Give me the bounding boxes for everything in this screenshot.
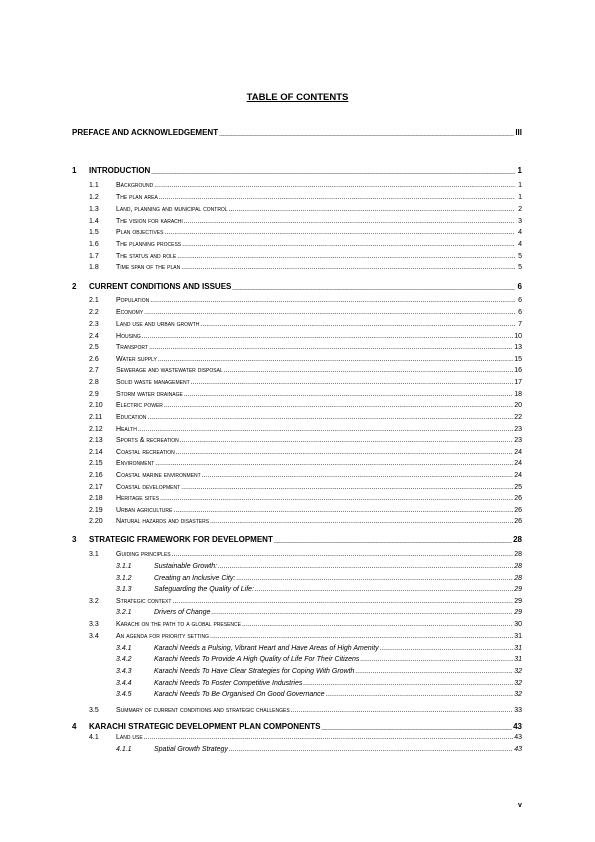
toc-entry-page: 43 [514,746,522,753]
dot-leader [147,414,513,421]
toc-entry-page: 4 [518,241,522,248]
toc-entry-title: coastal development [116,484,181,491]
toc-entry-page: 23 [514,437,522,444]
toc-entry-title: CURRENT CONDITIONS AND ISSUES [89,282,232,291]
toc-entry-page: 33 [514,707,522,714]
dot-leader [172,598,513,605]
toc-entry-number: 2.5 [89,344,99,351]
toc-entry-title: Karachi Needs a Pulsing, Vibrant Heart and Have Areas of High Amenity [154,645,379,652]
toc-entry-number: 2.14 [89,449,103,456]
toc-entry-title: STRATEGIC FRAMEWORK FOR DEVELOPMENT [89,535,273,544]
dot-leader [180,437,513,444]
toc-entry-title: the vision for karachi [116,218,183,225]
toc-entry[interactable] [89,344,522,355]
toc-entry-page: 2 [518,206,522,213]
toc-entry-title: Karachi Needs To Foster Competitive Industries [154,680,303,687]
toc-entry[interactable] [116,645,522,656]
toc-entry-title: population [116,297,150,304]
toc-entry[interactable] [89,621,522,632]
dot-leader [229,746,513,753]
toc-entry-number: 3.4.4 [116,680,132,687]
toc-entry-title: INTRODUCTION [89,166,151,175]
dot-leader [184,218,515,225]
toc-entry[interactable] [89,391,522,402]
toc-entry-number: 4.1.1 [116,746,132,753]
toc-entry-number: 2.16 [89,472,103,479]
dot-leader [210,518,513,525]
toc-entry[interactable] [89,333,522,344]
toc-entry-page: 31 [514,645,522,652]
dot-leader [184,391,513,398]
toc-entry[interactable] [89,356,522,367]
toc-entry-number: 1 [72,166,77,175]
dot-leader [191,379,514,386]
dot-leader [242,621,513,628]
toc-entry[interactable] [72,282,522,293]
toc-entry-page: 26 [514,495,522,502]
dot-leader [154,182,515,189]
dot-leader [236,575,513,582]
dot-leader [255,586,513,593]
toc-entry-page: 17 [514,379,522,386]
toc-entry-title: heritage sites [116,495,160,502]
toc-entry-number: 2.18 [89,495,103,502]
toc-entry-title: coastal marine environment [116,472,201,479]
toc-entry-title: Drivers of Change [154,609,211,616]
dot-leader [218,563,513,570]
toc-entry-number: 2.9 [89,391,99,398]
dot-leader [138,426,513,433]
dot-leader [181,264,515,271]
toc-entry[interactable] [116,575,522,586]
toc-entry-number: 1.7 [89,253,99,260]
toc-entry-page: 4 [518,229,522,236]
toc-entry-number: 3.5 [89,707,99,714]
toc-entry-page: 7 [518,321,522,328]
toc-entry[interactable] [116,609,522,620]
toc-entry-number: 1.8 [89,264,99,271]
toc-entry-page: 24 [514,460,522,467]
dot-leader [151,166,515,175]
toc-entry-title: Karachi Needs To Be Organised On Good Governance [154,691,325,698]
dot-leader [142,333,513,340]
toc-entry-page: 6 [518,309,522,316]
toc-entry-title: summary of current conditions and strategic challenges [116,707,290,714]
toc-entry[interactable] [72,128,522,139]
toc-entry-title: the plan area [116,194,158,201]
toc-entry-page: 1 [517,166,522,175]
toc-entry-page: 20 [514,402,522,409]
dot-leader [144,309,515,316]
toc-entry-number: 2.3 [89,321,99,328]
toc-entry[interactable] [89,598,522,609]
toc-entry-number: 2.12 [89,426,103,433]
toc-entry-title: housing [116,333,141,340]
toc-entry[interactable] [72,722,522,733]
toc-entry-number: 2.15 [89,460,103,467]
toc-entry-number: 2.13 [89,437,103,444]
toc-entry-page: 26 [514,518,522,525]
toc-entry-number: 1.6 [89,241,99,248]
toc-entry-page: 6 [518,297,522,304]
toc-entry-title: PREFACE AND ACKNOWLEDGEMENT [72,128,219,137]
dot-leader [164,402,513,409]
toc-entry-page: 32 [514,680,522,687]
toc-entry-title: education [116,414,147,421]
toc-entry-number: 2 [72,282,77,291]
toc-entry-number: 2.2 [89,309,99,316]
toc-entry-title: storm water drainage [116,391,183,398]
dot-leader [303,680,513,687]
toc-entry-page: 32 [514,691,522,698]
toc-entry-page: III [515,128,522,137]
toc-entry-title: land use [116,734,143,741]
toc-entry-title: economy [116,309,144,316]
dot-leader [274,535,512,544]
toc-entry-title: Spatial Growth Strategy [154,746,228,753]
toc-entry-number: 3.1 [89,551,99,558]
toc-entry-page: 5 [518,264,522,271]
toc-entry-page: 6 [517,282,522,291]
toc-entry-page: 29 [514,598,522,605]
dot-leader [182,241,515,248]
toc-entry[interactable] [89,518,522,529]
dot-leader [224,367,513,374]
dot-leader [164,229,515,236]
dot-leader [232,282,515,291]
toc-entry[interactable] [89,484,522,495]
toc-entry[interactable] [89,218,522,229]
dot-leader [380,645,514,652]
dot-leader [211,609,513,616]
toc-entry-title: coastal recreation [116,449,175,456]
toc-entry-title: Karachi Needs To Have Clear Strategies for Coping With Growth [154,668,355,675]
toc-entry-title: land, planning and municipal control [116,206,228,213]
dot-leader [210,633,513,640]
toc-entry-number: 4 [72,722,77,731]
toc-entry-title: guiding principles [116,551,171,558]
toc-entry-title: karachi on the path to a global presence [116,621,241,628]
toc-entry-number: 2.4 [89,333,99,340]
dot-leader [176,449,513,456]
toc-entry-title: Sustainable Growth: [154,563,218,570]
toc-entry-number: 2.10 [89,402,103,409]
toc-entry[interactable] [89,507,522,518]
toc-entry-page: 26 [514,507,522,514]
toc-entry-page: 31 [514,633,522,640]
toc-entry-page: 25 [514,484,522,491]
toc-entry-title: Creating an Inclusive City: [154,575,236,582]
toc-entry-page: 18 [514,391,522,398]
toc-entry[interactable] [89,402,522,413]
toc-entry-title: land use and urban growth [116,321,200,328]
toc-entry-page: 28 [513,535,522,544]
toc-entry-number: 2.11 [89,414,103,421]
toc-entry-number: 4.1 [89,734,99,741]
toc-entry[interactable] [89,241,522,252]
toc-entry[interactable] [116,680,522,691]
dot-leader [155,460,513,467]
toc-entry-page: 3 [518,218,522,225]
dot-leader [202,472,514,479]
page-number: v [518,802,522,809]
toc-entry-page: 5 [518,253,522,260]
toc-entry-title: natural hazards and disasters [116,518,210,525]
toc-entry-number: 3 [72,535,77,544]
toc-entry-title: electric power [116,402,163,409]
toc-entry-title: Karachi Needs To Provide A High Quality of Life For Their Citizens [154,656,360,663]
toc-entry[interactable] [72,166,522,177]
toc-entry[interactable] [89,633,522,644]
dot-leader [229,206,515,213]
toc-entry-title: strategic context [116,598,172,605]
toc-entry-title: urban agriculture [116,507,173,514]
toc-entry[interactable] [116,586,522,597]
toc-entry-title: time span of the plan [116,264,181,271]
toc-entry-title: KARACHI STRATEGIC DEVELOPMENT PLAN COMPONENTS [89,722,321,731]
toc-entry[interactable] [116,656,522,667]
dot-leader [200,321,515,328]
toc-entry[interactable] [89,194,522,205]
dot-leader [149,344,513,351]
toc-entry-title: background [116,182,154,189]
toc-entry-title: health [116,426,137,433]
toc-entry-title: transport [116,344,148,351]
toc-entry-title: sports & recreation [116,437,179,444]
toc-entry-page: 30 [514,621,522,628]
toc-entry-page: 15 [514,356,522,363]
toc-entry[interactable] [89,206,522,217]
toc-entry-page: 32 [514,668,522,675]
toc-entry[interactable] [89,734,522,745]
toc-entry[interactable] [89,472,522,483]
toc-entry-number: 3.4 [89,633,99,640]
toc-entry-number: 2.20 [89,518,103,525]
dot-leader [159,194,515,201]
toc-entry-title: environment [116,460,155,467]
toc-entry-page: 10 [514,333,522,340]
toc-entry[interactable] [89,460,522,471]
toc-entry-page: 28 [514,551,522,558]
page-title: TABLE OF CONTENTS [246,92,349,103]
toc-entry-number: 3.1.1 [116,563,132,570]
dot-leader [326,691,514,698]
toc-entry-page: 31 [514,656,522,663]
dot-leader [181,484,513,491]
dot-leader [177,253,515,260]
toc-entry-page: 29 [514,586,522,593]
toc-entry-page: 16 [514,367,522,374]
dot-leader [144,734,514,741]
toc-entry-page: 28 [514,563,522,570]
toc-entry[interactable] [116,668,522,679]
dot-leader [219,128,514,137]
toc-entry-title: sewerage and wastewater disposal [116,367,223,374]
toc-entry-page: 29 [514,609,522,616]
toc-entry-title: the status and role [116,253,177,260]
toc-entry-title: an agenda for priority setting [116,633,210,640]
dot-leader [158,356,513,363]
toc-entry[interactable] [89,437,522,448]
toc-entry-number: 2.17 [89,484,103,491]
toc-entry-number: 1.4 [89,218,99,225]
toc-entry-page: 43 [513,722,522,731]
toc-entry[interactable] [116,746,522,757]
toc-entry-title: plan objectives [116,229,164,236]
dot-leader [160,495,513,502]
toc-entry[interactable] [89,707,522,718]
toc-entry[interactable] [89,297,522,308]
toc-entry-number: 3.4.2 [116,656,132,663]
toc-entry-number: 2.8 [89,379,99,386]
toc-entry[interactable] [116,691,522,702]
dot-leader [172,551,514,558]
toc-entry-title: the planning process [116,241,182,248]
toc-entry-number: 2.19 [89,507,103,514]
toc-entry-number: 1.1 [89,182,99,189]
toc-entry-page: 22 [514,414,522,421]
toc-entry[interactable] [89,321,522,332]
toc-entry-page: 43 [514,734,522,741]
toc-entry-page: 23 [514,426,522,433]
toc-entry-number: 2.7 [89,367,99,374]
toc-entry-title: water supply [116,356,157,363]
toc-entry-number: 3.4.3 [116,668,132,675]
toc-entry-number: 3.4.1 [116,645,132,652]
toc-entry-number: 1.2 [89,194,99,201]
toc-entry[interactable] [89,309,522,320]
toc-entry[interactable] [89,182,522,193]
toc-entry[interactable] [72,535,522,546]
toc-entry-number: 3.2 [89,598,99,605]
dot-leader [173,507,513,514]
toc-entry-number: 3.4.5 [116,691,132,698]
toc-entry-number: 2.1 [89,297,99,304]
toc-entry[interactable] [89,495,522,506]
toc-entry[interactable] [89,229,522,240]
toc-entry-number: 3.3 [89,621,99,628]
dot-leader [321,722,512,731]
dot-leader [360,656,513,663]
toc-entry-page: 24 [514,472,522,479]
dot-leader [355,668,513,675]
toc-entry-page: 24 [514,449,522,456]
toc-entry[interactable] [89,449,522,460]
toc-entry[interactable] [89,414,522,425]
toc-entry[interactable] [89,253,522,264]
dot-leader [150,297,515,304]
toc-entry-page: 1 [518,182,522,189]
toc-entry-title: solid waste management [116,379,190,386]
dot-leader [291,707,514,714]
toc-entry-title: Safeguarding the Quality of Life: [154,586,255,593]
toc-entry[interactable] [89,426,522,437]
toc-entry[interactable] [89,379,522,390]
toc-entry-number: 1.5 [89,229,99,236]
toc-entry[interactable] [89,367,522,378]
toc-entry-number: 3.1.3 [116,586,132,593]
toc-entry[interactable] [89,264,522,275]
toc-entry-page: 13 [514,344,522,351]
toc-entry-page: 1 [518,194,522,201]
toc-entry-number: 1.3 [89,206,99,213]
toc-entry[interactable] [116,563,522,574]
toc-entry-number: 3.2.1 [116,609,132,616]
toc-entry-number: 2.6 [89,356,99,363]
toc-entry[interactable] [89,551,522,562]
toc-entry-page: 28 [514,575,522,582]
toc-entry-number: 3.1.2 [116,575,132,582]
